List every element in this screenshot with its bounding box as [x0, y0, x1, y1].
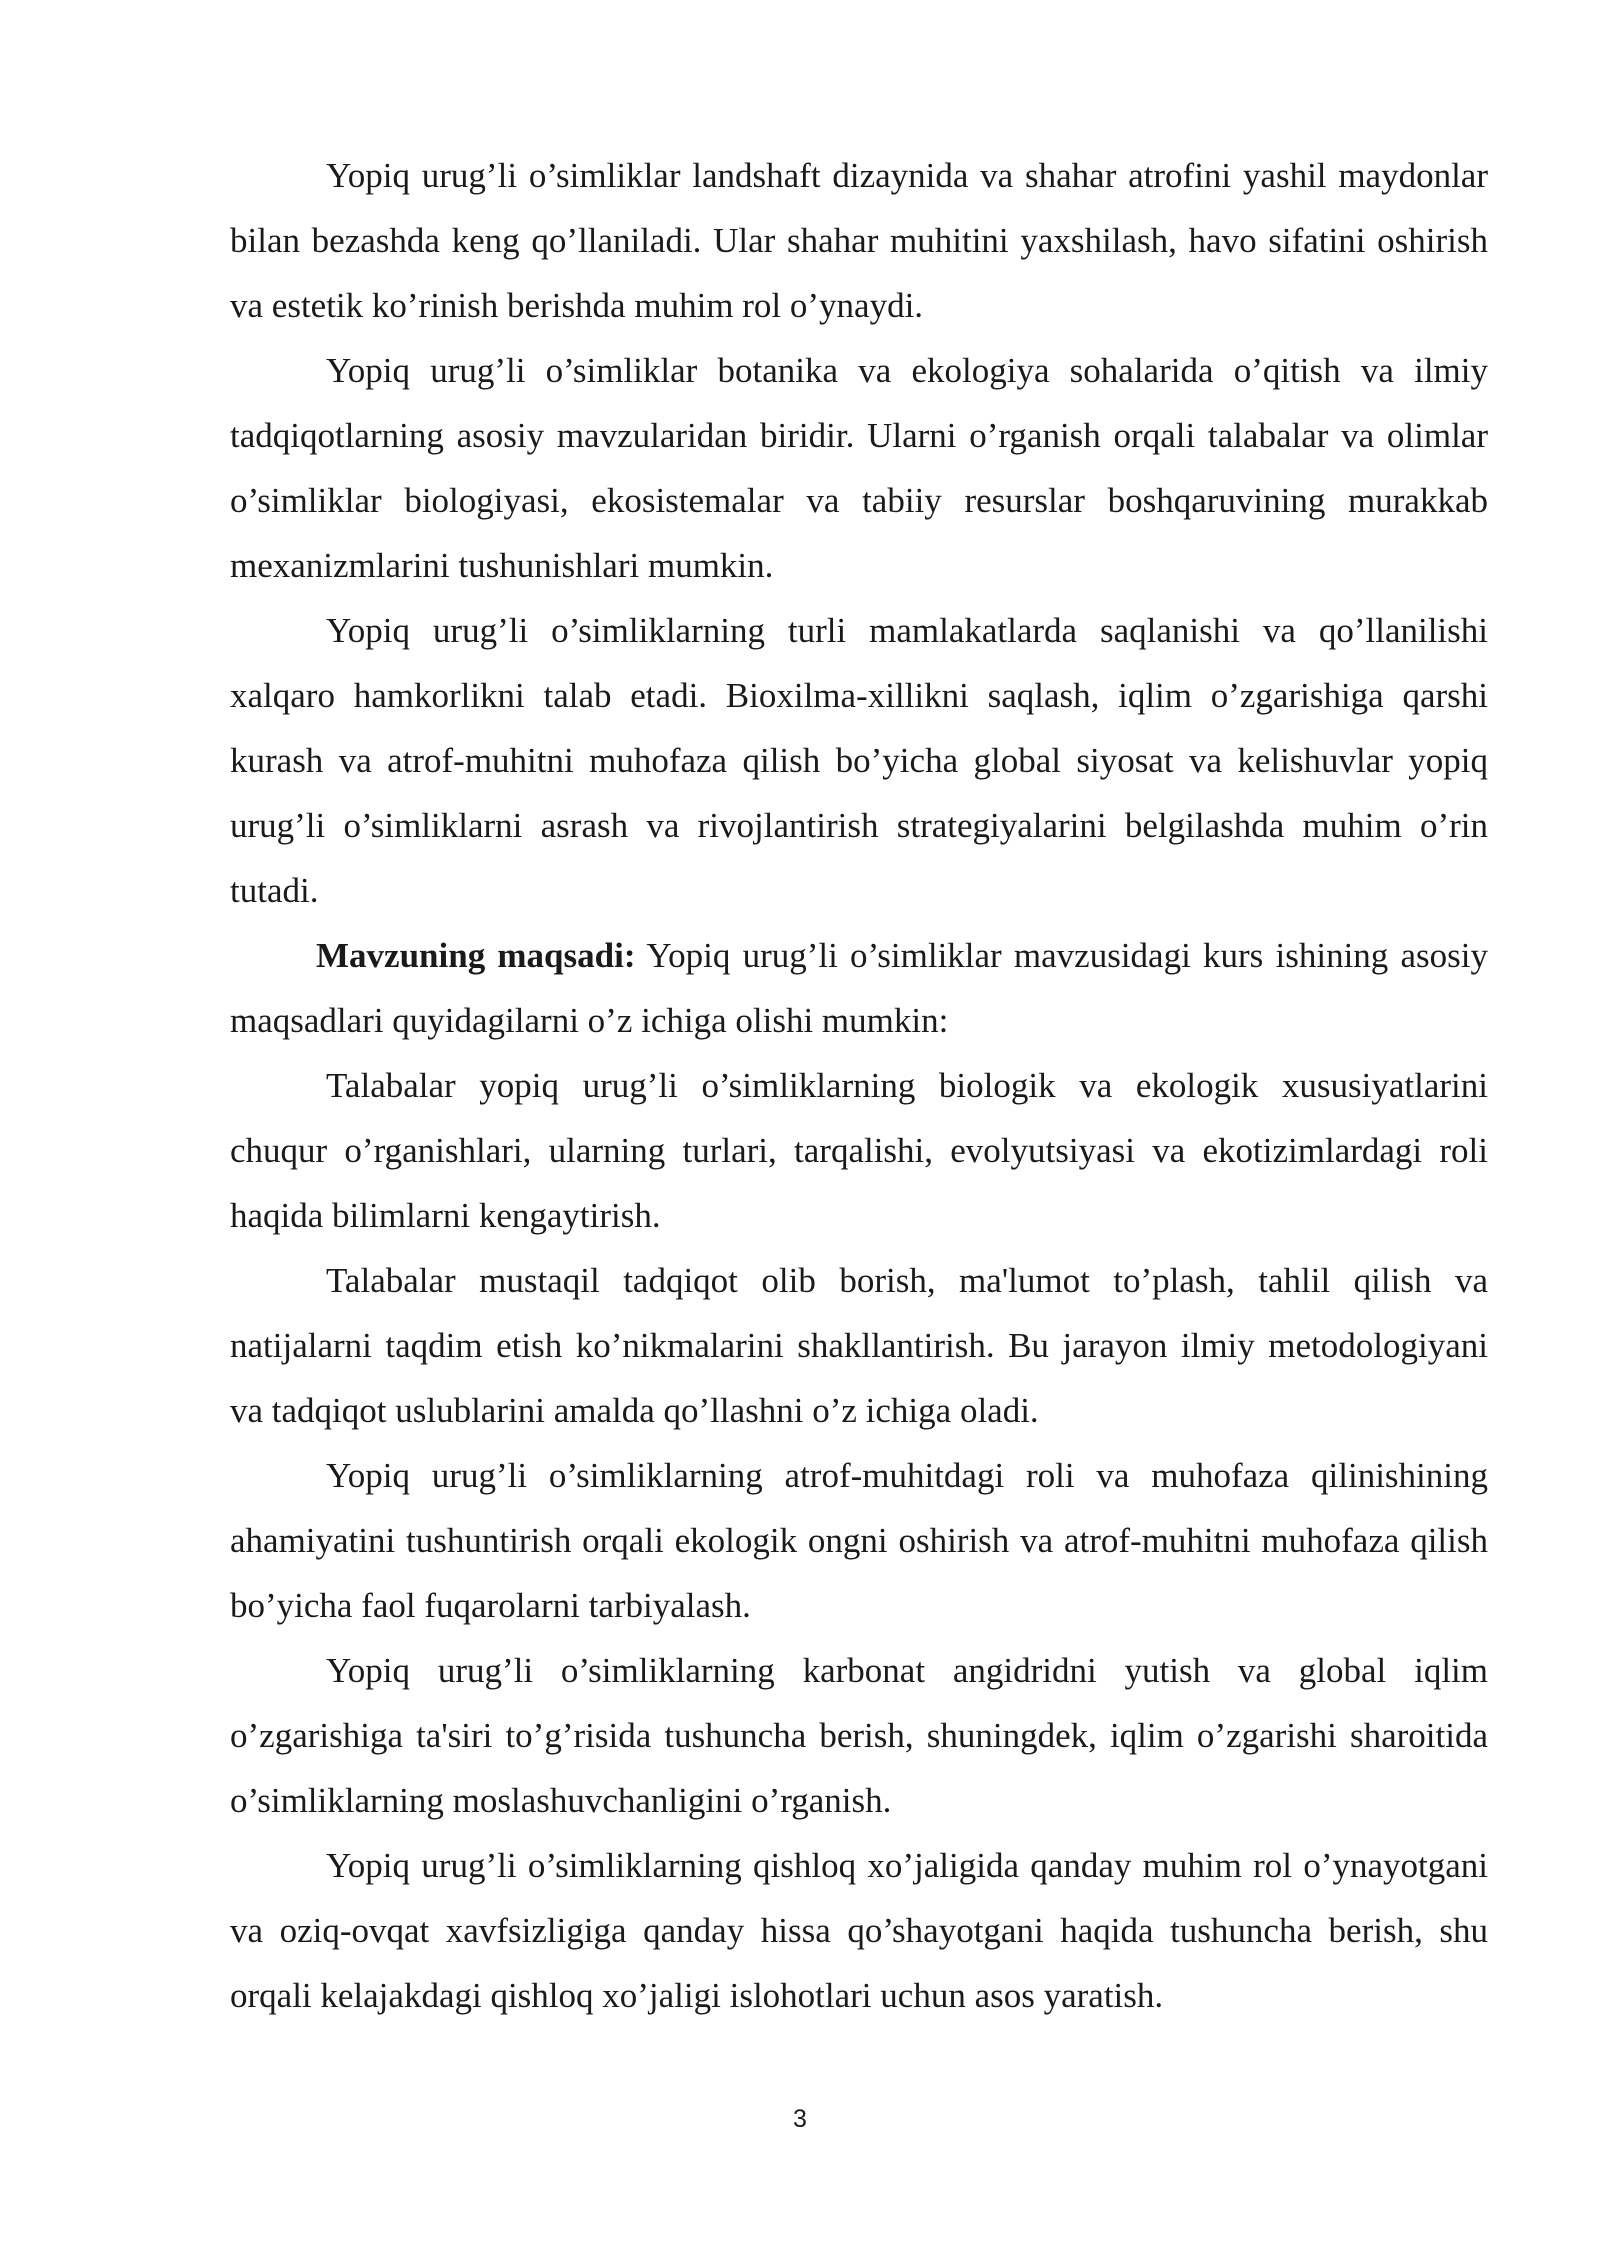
paragraph-botany-education: Yopiq urug’li o’simliklar botanika va ekologiya sohalarida o’qitish va ilmiy tadqiqotlarning asosiy mavzularidan biridir. Ularni o’rganish orqali talabalar va olimlar o’simliklar biologiyasi, ekosistemalar va tabiiy resurslar boshqaruvining murakkab mexanizmlarini tushunishlari mumkin.	[230, 351, 1488, 585]
goal-item-biology: Talabalar yopiq urug’li o’simliklarning biologik va ekologik xususiyatlarini chuqur o’rganishlari, ularning turlari, tarqalishi, evolyutsiyasi va ekotizimlardagi roli haqida bilimlarni kengaytirish.	[230, 1066, 1488, 1235]
goal-item-climate-change: Yopiq urug’li o’simliklarning karbonat angidridni yutish va global iqlim o’zgarishiga ta'siri to’g’risida tushuncha berish, shuningdek, iqlim o’zgarishi sharoitida o’simliklarning moslashuvchanligini o’rganish.	[230, 1651, 1488, 1820]
page-number: 3	[793, 2105, 807, 2133]
page-content	[230, 143, 1488, 2028]
goal-text: Yopiq urug’li o’simliklar mavzusidagi kurs ishining asosiy maqsadlari quyidagilarni o’z ichiga olishi mumkin:	[230, 936, 1488, 1040]
paragraph-topic-goal	[230, 923, 1488, 1053]
paragraph-international-cooperation: Yopiq urug’li o’simliklarning turli mamlakatlarda saqlanishi va qo’llanilishi xalqaro hamkorlikni talab etadi. Bioxilma-xillikni saqlash, iqlim o’zgarishiga qarshi kurash va atrof-muhitni muhofaza qilish bo’yicha global siyosat va kelishuvlar yopiq urug’li o’simliklarni asrash va rivojlantirish strategiyalarini belgilashda muhim o’rin tutadi.	[230, 611, 1488, 910]
goal-item-agriculture: Yopiq urug’li o’simliklarning qishloq xo’jaligida qanday muhim rol o’ynayotgani va oziq-ovqat xavfsizligiga qanday hissa qo’shayotgani haqida tushuncha berish, shu orqali kelajakdagi qishloq xo’jaligi islohotlari uchun asos yaratish.	[230, 1846, 1488, 2015]
goal-label: Mavzuning maqsadi:	[316, 936, 636, 975]
goal-item-ecological-awareness: Yopiq urug’li o’simliklarning atrof-muhitdagi roli va muhofaza qilinishining ahamiyatini tushuntirish orqali ekologik ongni oshirish va atrof-muhitni muhofaza qilish bo’yicha faol fuqarolarni tarbiyalash.	[230, 1456, 1488, 1625]
paragraph-landscape-design: Yopiq urug’li o’simliklar landshaft dizaynida va shahar atrofini yashil maydonlar bilan bezashda keng qo’llaniladi. Ular shahar muhitini yaxshilash, havo sifatini oshirish va estetik ko’rinish berishda muhim rol o’ynaydi.	[230, 156, 1488, 325]
goal-item-research-skills: Talabalar mustaqil tadqiqot olib borish, ma'lumot to’plash, tahlil qilish va natijalarni taqdim etish ko’nikmalarini shakllantirish. Bu jarayon ilmiy metodologiyani va tadqiqot uslublarini amalda qo’llashni o’z ichiga oladi.	[230, 1261, 1488, 1430]
